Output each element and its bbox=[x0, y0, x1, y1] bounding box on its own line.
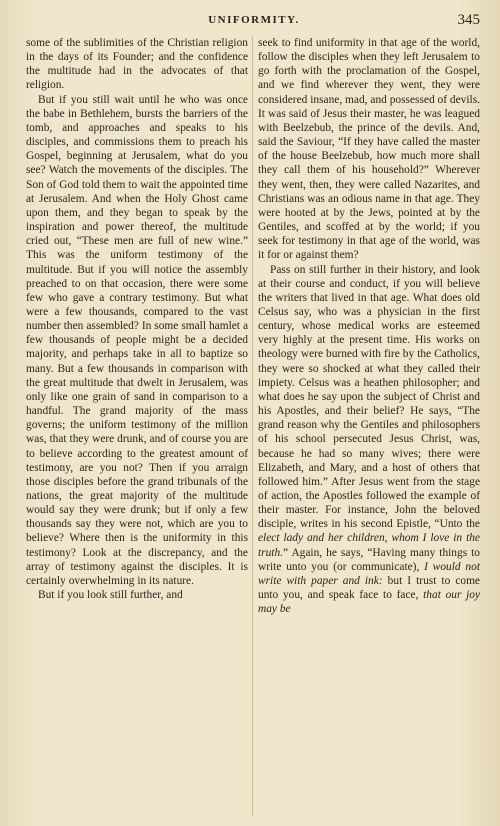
paragraph: seek to find uniformity in that age of the world, follow the disciples when they left Jerusalem to go forth with the proclamation of the Gospel, and we find wherever they went, they were considered insane, mad, and possessed of devils. It was said of Jesus their master, he was leagued with Beelzebub, the prince of the devils. And, said the Saviour, “If they have called the master of the house Beelzebub, how much more shall they call them of his household?” Wherever they went, then, they were called Nazarites, and Christians was an odious name in that age. They were hooted at by the Jews, pointed at by the Gentiles, and scoffed at by the world; if you seek for testimony in that age of the world, was it for or against them? bbox=[258, 37, 480, 262]
italic-quote: elect lady and her children, whom I love in the truth. bbox=[258, 532, 480, 559]
page-number: 345 bbox=[457, 12, 480, 28]
left-column bbox=[26, 36, 248, 816]
text-columns bbox=[26, 36, 480, 816]
paragraph: But if you look still further, and bbox=[38, 589, 183, 602]
page-header bbox=[26, 14, 482, 30]
paragraph: some of the sublimities of the Christian religion in the days of its Founder; and the confidence the multitude had in the advocates of that religion. bbox=[26, 37, 248, 92]
italic-quote: I would not write with paper and ink: bbox=[258, 560, 480, 587]
paragraph-text: Pass on still further in their history, and look at their course and conduct, if you will believe the writers that lived in that age. What does old Celsus say, who was a physician in the first century, whose medical works are esteemed very highly at the present time. His works on theology were burned with fire by the Catholics, they were so shocked at what they called their impiety. Celsus was a heathen philosopher; and what does he say upon the subject of Christ and his Apostles, and their belief? He says, “The grand reason why the Gentiles and philosophers of his school persecuted Jesus Christ, was, because he had so many wives; there were Elizabeth, and Mary, and a host of others that followed him.” After Jesus went from the stage of action, the Apostles followed the example of their master. For instance, John the beloved disciple, writes in his second Epistle, “Unto the bbox=[258, 263, 480, 531]
italic-quote: that our joy may be bbox=[258, 589, 480, 616]
paragraph-text: ” Again, he says, “Having many things to write unto you (or communicate), bbox=[258, 546, 480, 573]
running-title: UNIFORMITY. bbox=[208, 14, 300, 26]
right-column bbox=[258, 36, 480, 816]
paragraph bbox=[258, 263, 480, 617]
paragraph-text: but I trust to come unto you, and speak face to face, bbox=[258, 574, 480, 602]
paragraph: But if you still wait until he who was once the babe in Bethlehem, bursts the barriers of the tomb, and approaches and speaks to his disciples, and commissions them to preach his Gospel, beginning at Jerusalem, what do you see? Watch the movements of the disciples. The Son of God told them to wait the appointed time at Jerusalem. And when the Holy Ghost came upon them, and they began to speak by the inspiration and power thereof, the multitude cried out, “These men are full of new wine.” This was the uniform testimony of the multitude. But if you will notice the assembly preached to on that occasion, there were some few who gave a contrary testimony. But what were a few thousands, compared to the vast number then assembled? In some small hamlet a few thousands of people might be a decided majority, and perhaps take in all to baptize so many. But a few thousands in comparison with the great multitude that dwelt in Jerusalem, was only like one grain of sand in comparison to a handful. The grand majority of the mass governs; the uniform testimony of the million was, that they were drunk, and of course you are to believe according to the greatest amount of testimony, are you not? Then if you arraign those disciples before the grand tribunals of the nations, the great majority of the multitude would say they were drunk; but if only a few thousands say they were not, which are you to believe? Where then is the uniformity in this testimony? Look at the discrepancy, and the array of testimony against the disciples. It is certainly overwhelming in its nature. bbox=[26, 93, 248, 587]
